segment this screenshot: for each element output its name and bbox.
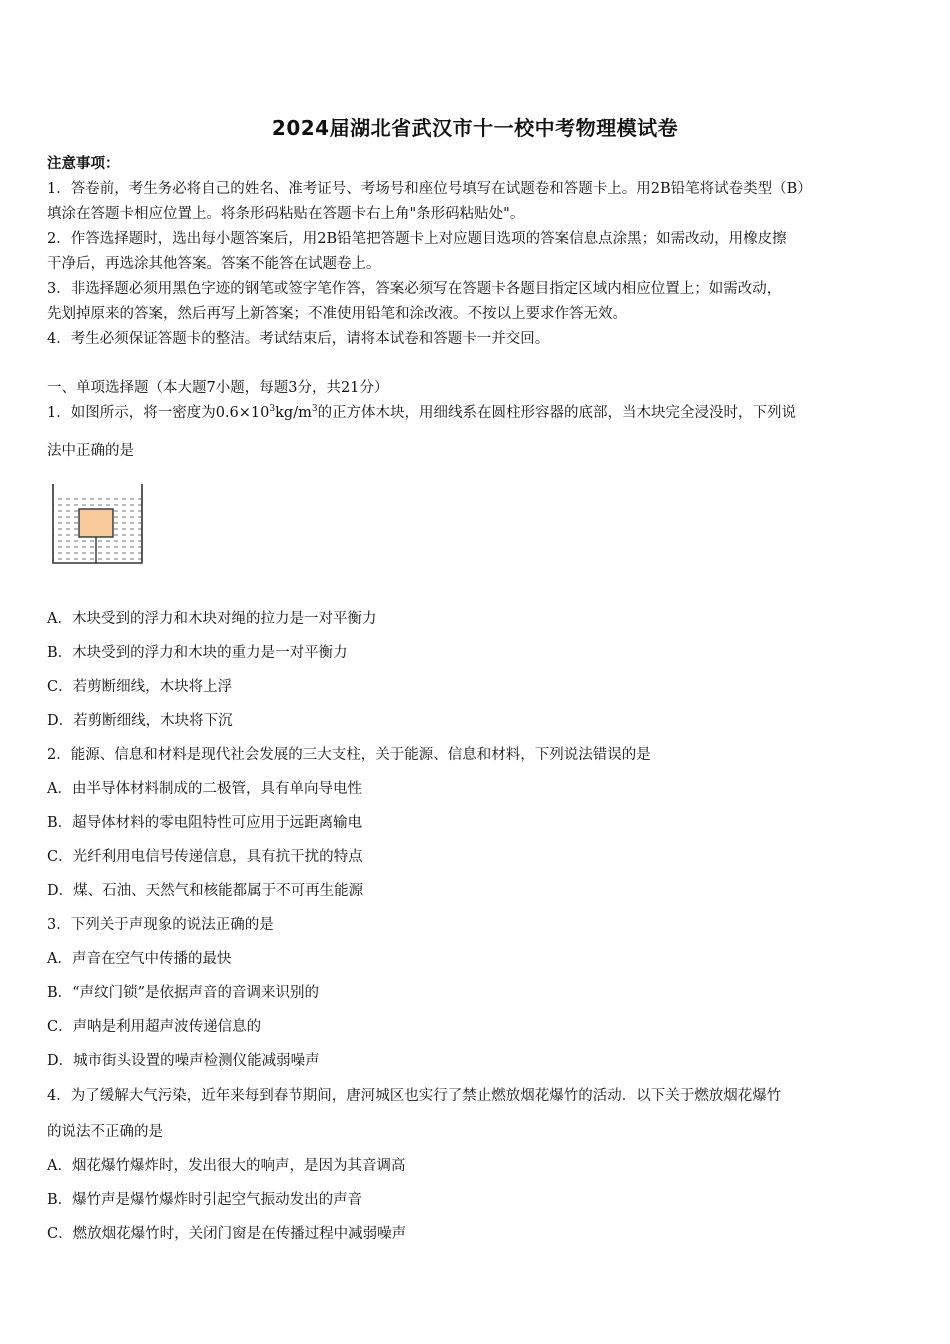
question-2-stem: 2．能源、信息和材料是现代社会发展的三大支柱，关于能源、信息和材料，下列说法错误的是 — [47, 747, 651, 763]
notice-line: 先划掉原来的答案，然后再写上新答案；不准使用铅笔和涂改液。不按以上要求作答无效。 — [47, 306, 627, 322]
notice-line: 3．非选择题必须用黑色字迹的钢笔或签字笔作答，答案必须写在答题卡各题目指定区域内相应位置上；如需改动， — [47, 281, 782, 297]
q4-option-b: B．爆竹声是爆竹爆炸时引起空气振动发出的声音 — [47, 1192, 363, 1208]
notice-line: 4．考生必须保证答题卡的整洁。考试结束后，请将本试卷和答题卡一并交回。 — [47, 331, 550, 347]
question-1-stem-cont: 法中正确的是 — [47, 443, 134, 459]
q4-option-c: C．燃放烟花爆竹时，关闭门窗是在传播过程中减弱噪声 — [47, 1226, 407, 1242]
q2-option-c: C．光纤利用电信号传递信息，具有抗干扰的特点 — [47, 849, 363, 865]
q3-option-d: D．城市街头设置的噪声检测仪能减弱噪声 — [47, 1053, 320, 1069]
q1-option-d: D．若剪断细线，木块将下沉 — [47, 713, 233, 729]
notice-line: 2．作答选择题时，选出每小题答案后，用2B铅笔把答题卡上对应题目选项的答案信息点涂黑；如需改动，用橡皮擦 — [47, 231, 787, 247]
q1-superscript: 3 — [269, 404, 276, 415]
notice-line: 填涂在答题卡相应位置上。将条形码粘贴在答题卡右上角"条形码粘贴处"。 — [47, 206, 525, 222]
q1-option-b: B．木块受到的浮力和木块的重力是一对平衡力 — [47, 645, 348, 661]
q2-option-a: A．由半导体材料制成的二极管，具有单向导电性 — [47, 781, 362, 797]
q2-option-b: B．超导体材料的零电阻特性可应用于远距离输电 — [47, 815, 363, 831]
notice-heading: 注意事项： — [47, 155, 120, 172]
question-4-stem: 4．为了缓解大气污染，近年来每到春节期间，唐河城区也实行了禁止燃放烟花爆竹的活动．以下关于燃放烟花爆竹 — [47, 1088, 782, 1104]
q3-option-a: A．声音在空气中传播的最快 — [47, 951, 232, 967]
notice-line: 1．答卷前，考生务必将自己的姓名、准考证号、考场号和座位号填写在试题卷和答题卡上。用2B铅笔将试卷类型（B） — [47, 181, 812, 197]
wooden-block — [79, 509, 113, 537]
q1-stem-part: 的正方体木块，用细线系在圆柱形容器的底部，当木块完全浸没时，下列说 — [317, 405, 797, 421]
notice-line: 干净后，再选涂其他答案。答案不能答在试题卷上。 — [47, 256, 381, 272]
q1-stem-part: 1．如图所示，将一密度为0.6×10 — [47, 405, 270, 421]
question-3-stem: 3．下列关于声现象的说法正确的是 — [47, 917, 274, 933]
question-1-stem — [47, 401, 907, 422]
question-4-stem-cont: 的说法不正确的是 — [47, 1124, 163, 1140]
q3-option-b: B．“声纹门锁”是依据声音的音调来识别的 — [47, 985, 319, 1001]
q3-option-c: C．声呐是利用超声波传递信息的 — [47, 1019, 262, 1035]
section-heading: 一、单项选择题（本大题7小题，每题3分，共21分） — [47, 380, 389, 396]
q1-option-c: C．若剪断细线，木块将上浮 — [47, 679, 233, 695]
q1-stem-part: kg/m — [275, 405, 312, 421]
page-title: 2024届湖北省武汉市十一校中考物理模试卷 — [271, 116, 679, 140]
container-with-submerged-block-figure — [50, 484, 145, 566]
q1-option-a: A．木块受到的浮力和木块对绳的拉力是一对平衡力 — [47, 611, 377, 627]
q1-superscript: 3 — [311, 404, 318, 415]
q4-option-a: A．烟花爆竹爆炸时，发出很大的响声，是因为其音调高 — [47, 1158, 406, 1174]
q2-option-d: D．煤、石油、天然气和核能都属于不可再生能源 — [47, 883, 364, 899]
